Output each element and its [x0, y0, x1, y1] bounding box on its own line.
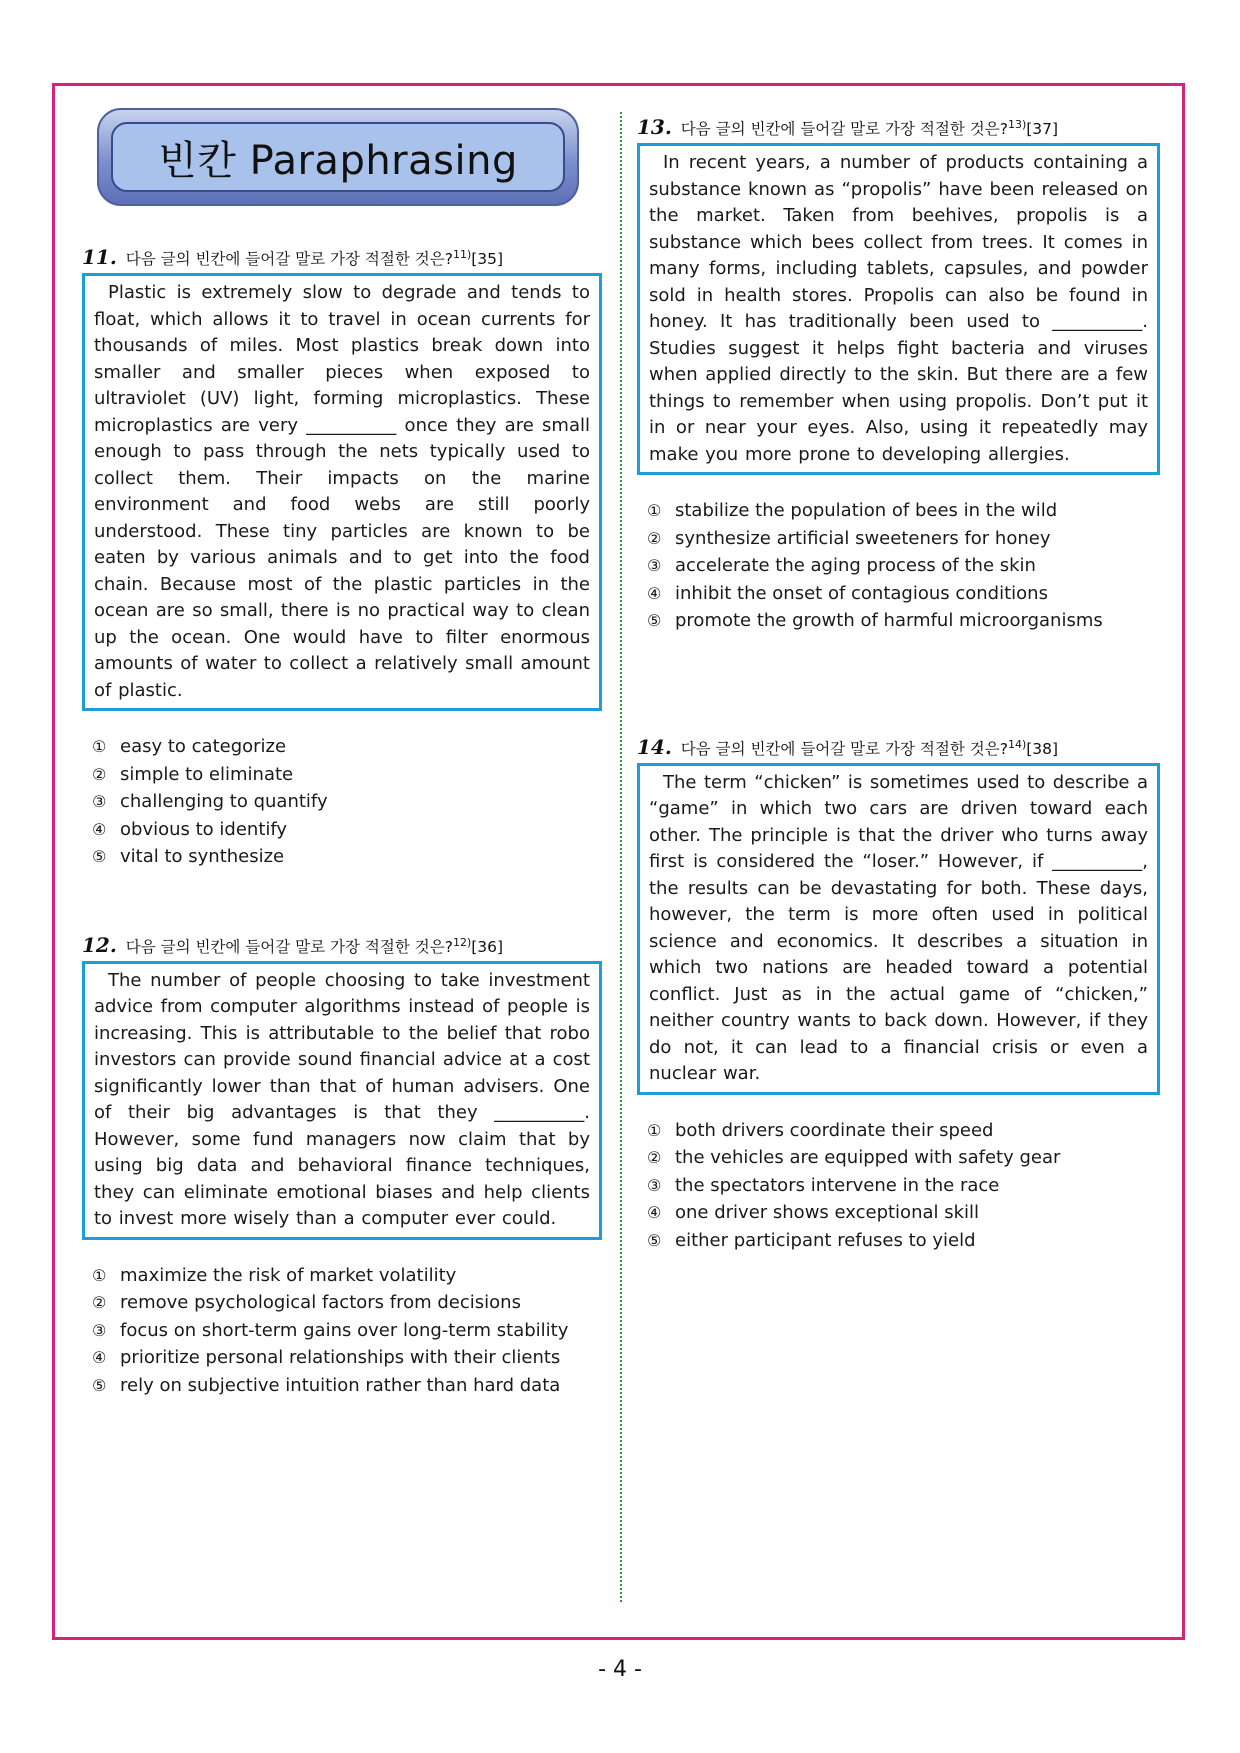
- question-number: 12.: [82, 932, 117, 957]
- passage-box: [637, 143, 1160, 475]
- page-number: - 4 -: [598, 1657, 642, 1682]
- option-1[interactable]: [647, 497, 1160, 525]
- answer-options: [637, 1117, 1160, 1255]
- question-11: [82, 245, 602, 871]
- option-4[interactable]: [647, 580, 1160, 608]
- option-mark: ④: [92, 1348, 107, 1367]
- option-5[interactable]: [92, 1372, 602, 1400]
- option-mark: ②: [647, 1148, 662, 1167]
- footnote-ref: 12): [452, 935, 472, 949]
- option-text: easy to categorize: [120, 736, 287, 757]
- question-source: [38]: [1026, 739, 1059, 758]
- option-mark: ①: [647, 501, 662, 520]
- question-prompt: 다음 글의 빈칸에 들어갈 말로 가장 적절한 것은?: [680, 120, 1008, 138]
- option-3[interactable]: [92, 1317, 602, 1345]
- option-mark: ①: [92, 1265, 107, 1285]
- option-3[interactable]: [647, 1172, 1160, 1200]
- option-mark: ③: [92, 792, 107, 811]
- passage-box: [82, 273, 602, 711]
- option-2[interactable]: [647, 1144, 1160, 1172]
- option-2[interactable]: [647, 525, 1160, 553]
- option-text: vital to synthesize: [120, 846, 285, 867]
- option-text: either participant refuses to yield: [675, 1229, 976, 1251]
- option-mark: ①: [647, 1120, 662, 1140]
- question-13: [637, 115, 1160, 635]
- question-source: [36]: [471, 937, 504, 956]
- question-prompt: 다음 글의 빈칸에 들어갈 말로 가장 적절한 것은?: [680, 739, 1008, 758]
- right-column: [637, 115, 1160, 1254]
- option-text: remove psychological factors from decisions: [120, 1292, 521, 1313]
- question-source: [37]: [1026, 120, 1059, 138]
- option-5[interactable]: [647, 607, 1160, 635]
- question-source: [35]: [471, 250, 504, 268]
- option-mark: ②: [92, 1293, 107, 1312]
- option-text: stabilize the population of bees in the wild: [675, 500, 1058, 521]
- option-text: rely on subjective intuition rather than hard data: [120, 1374, 561, 1396]
- option-mark: ⑤: [92, 847, 107, 866]
- option-4[interactable]: [92, 1344, 602, 1372]
- passage-text: The number of people choosing to take investment advice from computer algorithms instead of people is increasing. This is attributable to the belief that robo investors can provide sound financial advice at a cost significantly lower than that of human advisers. One of their big advantages is that they __________. However, some fund managers now claim that by using big data and behavioral finance techniques, they can eliminate emotional biases and help clients to invest more wisely than a computer ever could.: [94, 969, 590, 1229]
- option-3[interactable]: [647, 552, 1160, 580]
- option-text: accelerate the aging process of the skin: [675, 555, 1036, 576]
- answer-options: [82, 1262, 602, 1400]
- column-divider: [620, 112, 622, 1602]
- option-text: both drivers coordinate their speed: [675, 1119, 994, 1141]
- passage-text: In recent years, a number of products containing a substance known as “propolis” have been released on the market. Taken from beehives, propolis is a substance which bees collect from trees. It comes in many forms, including tablets, capsules, and powder sold in health stores. Propolis can also be found in honey. It has traditionally been used to __________. Studies suggest it helps fight bacteria and viruses when applied directly to the skin. But there are a few things to remember when using propolis. Don’t put it in or near your eyes. Also, using it repeatedly may make you more prone to developing allergies.: [649, 152, 1148, 465]
- option-text: prioritize personal relationships with their clients: [120, 1347, 561, 1368]
- option-1[interactable]: [647, 1117, 1160, 1145]
- option-text: synthesize artificial sweeteners for honey: [675, 527, 1051, 549]
- question-header: [637, 115, 1160, 139]
- option-mark: ④: [647, 1203, 662, 1222]
- passage-text: Plastic is extremely slow to degrade and tends to float, which allows it to travel in ocean currents for thousands of miles. Most plastics break down into smaller and smaller pieces when exposed to ultraviolet (UV) light, forming microplastics. These microplastics are very __________ once they are small enough to pass through the nets typically used to collect them. Their impacts on the marine environment and food webs are still poorly understood. These tiny particles are known to be eaten by various animals and to get into the food chain. Because most of the plastic particles in the ocean are so small, there is no practical way to clean up the ocean. One would have to filter enormous amounts of water to collect a relatively small amount of plastic.: [94, 282, 590, 701]
- answer-options: [637, 497, 1160, 635]
- question-header: [637, 735, 1160, 759]
- option-1[interactable]: [92, 733, 602, 761]
- option-text: one driver shows exceptional skill: [675, 1202, 980, 1223]
- option-mark: ③: [647, 1175, 662, 1195]
- question-14: [637, 735, 1160, 1255]
- option-4[interactable]: [92, 816, 602, 844]
- option-4[interactable]: [647, 1199, 1160, 1227]
- option-text: promote the growth of harmful microorganisms: [675, 610, 1103, 631]
- option-2[interactable]: [92, 761, 602, 789]
- option-5[interactable]: [92, 843, 602, 871]
- option-mark: ③: [647, 556, 662, 575]
- option-text: maximize the risk of market volatility: [120, 1264, 457, 1286]
- option-text: inhibit the onset of contagious conditions: [675, 582, 1048, 604]
- option-mark: ④: [647, 583, 662, 603]
- question-12: [82, 933, 602, 1400]
- footnote-ref: 14): [1007, 737, 1027, 751]
- option-3[interactable]: [92, 788, 602, 816]
- option-text: simple to eliminate: [120, 763, 294, 785]
- option-5[interactable]: [647, 1227, 1160, 1255]
- option-text: focus on short-term gains over long-term stability: [120, 1319, 569, 1341]
- option-mark: ②: [647, 528, 662, 548]
- answer-options: [82, 733, 602, 871]
- option-text: the spectators intervene in the race: [675, 1174, 1000, 1196]
- question-header: [82, 933, 602, 957]
- passage-text: The term “chicken” is sometimes used to describe a “game” in which two cars are driven toward each other. The principle is that the driver who turns away first is considered the “loser.” However, if __________, the results can be devastating for both. These days, however, the term is more often used in political science and economics. It describes a situation in which two nations are headed toward a potential conflict. Just as in the actual game of “chicken,” neither country wants to back down. However, if they do not, it can lead to a financial crisis or even a nuclear war.: [649, 771, 1148, 1084]
- question-number: 13.: [637, 115, 672, 139]
- left-column: [82, 105, 602, 1399]
- question-prompt: 다음 글의 빈칸에 들어갈 말로 가장 적절한 것은?: [125, 250, 453, 268]
- option-mark: ①: [92, 737, 107, 756]
- option-mark: ②: [92, 764, 107, 784]
- question-header: [82, 245, 602, 269]
- option-1[interactable]: [92, 1262, 602, 1290]
- option-text: obvious to identify: [120, 818, 288, 840]
- passage-box: [637, 763, 1160, 1095]
- question-number: 14.: [637, 734, 672, 759]
- question-prompt: 다음 글의 빈칸에 들어갈 말로 가장 적절한 것은?: [125, 937, 453, 956]
- passage-box: [82, 961, 602, 1240]
- option-mark: ③: [92, 1320, 107, 1340]
- option-text: the vehicles are equipped with safety gear: [675, 1147, 1061, 1168]
- question-number: 11.: [82, 245, 117, 269]
- section-title: 빈칸 Paraphrasing: [158, 137, 518, 184]
- option-text: challenging to quantify: [120, 791, 328, 812]
- option-mark: ④: [92, 819, 107, 839]
- option-mark: ⑤: [647, 611, 662, 630]
- footnote-ref: 13): [1007, 117, 1027, 131]
- option-mark: ⑤: [92, 1375, 107, 1395]
- option-mark: ⑤: [647, 1230, 662, 1250]
- option-2[interactable]: [92, 1289, 602, 1317]
- footnote-ref: 11): [452, 247, 472, 261]
